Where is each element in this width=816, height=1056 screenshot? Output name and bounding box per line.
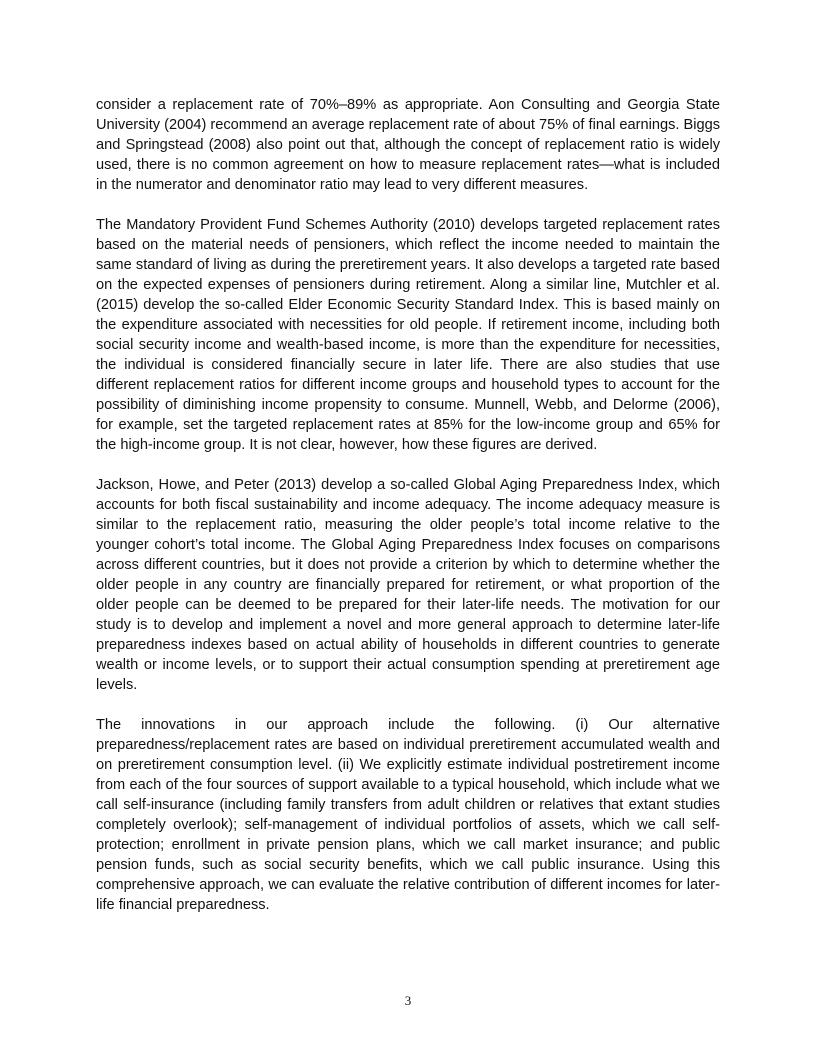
paragraph-replacement-rates: consider a replacement rate of 70%–89% as appropriate. Aon Consulting and Georgia State University (2004) recommend an average replacement rate of about 75% of final earnings. Biggs and Springstead (2008) also point out that, although the concept of replacement ratio is widely used, there is no common agreement on how to measure replacement rates—what is included in the numerator and denominator ratio may lead to very different measures. [96, 97, 720, 193]
page-number: 3 [404, 993, 412, 1008]
paragraph-innovations: The innovations in our approach include the following. (i) Our alternative preparedness/replacement rates are based on individual preretirement accumulated wealth and on preretirement consumption level. (ii) We explicitly estimate individual postretirement income from each of the four sources of support available to a typical household, which include what we call self-insurance (including family transfers from adult children or relatives that extant studies completely overlook); self-management of individual portfolios of assets, which we call self-protection; enrollment in private pension plans, which we call market insurance; and public pension funds, such as social security benefits, which we call public insurance. Using this comprehensive approach, we can evaluate the relative contribution of different incomes for later-life financial preparedness. [96, 717, 720, 913]
body-text [96, 95, 720, 935]
paragraph-global-aging-index: Jackson, Howe, and Peter (2013) develop a so-called Global Aging Preparedness Index, which accounts for both fiscal sustainability and income adequacy. The income adequacy measure is similar to the replacement ratio, measuring the older people’s total income relative to the younger cohort’s total income. The Global Aging Preparedness Index focuses on comparisons across different countries, but it does not provide a criterion by which to determine whether the older people in any country are financially prepared for retirement, or what proportion of the older people can be deemed to be prepared for their later-life needs. The motivation for our study is to develop and implement a novel and more general approach to determine later-life preparedness indexes based on actual ability of households in different countries to generate wealth or income levels, or to support their actual consumption spending at preretirement age levels. [96, 477, 720, 693]
paragraph-targeted-replacement-rates: The Mandatory Provident Fund Schemes Authority (2010) develops targeted replacement rates based on the material needs of pensioners, which reflect the income needed to maintain the same standard of living as during the preretirement years. It also develops a targeted rate based on the expected expenses of pensioners during retirement. Along a similar line, Mutchler et al. (2015) develop the so-called Elder Economic Security Standard Index. This is based mainly on the expenditure associated with necessities for old people. If retirement income, including both social security income and wealth-based income, is more than the expenditure for necessities, the individual is considered financially secure in later life. There are also studies that use different replacement ratios for different income groups and household types to account for the possibility of diminishing income propensity to consume. Munnell, Webb, and Delorme (2006), for example, set the targeted replacement rates at 85% for the low-income group and 65% for the high-income group. It is not clear, however, how these figures are derived. [96, 217, 720, 453]
